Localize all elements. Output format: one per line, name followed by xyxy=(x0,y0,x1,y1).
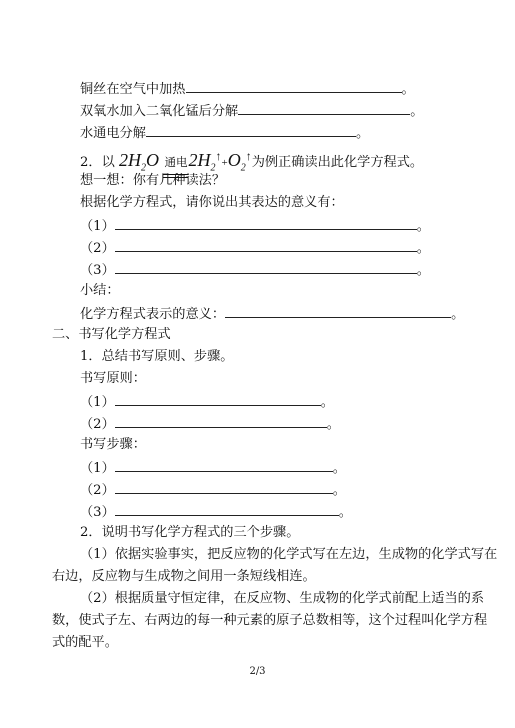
period: 。 xyxy=(332,483,346,498)
summary-label: 小结： xyxy=(80,283,120,298)
reaction-condition xyxy=(163,152,188,174)
period: 。 xyxy=(410,104,424,119)
answer-blank[interactable] xyxy=(186,79,402,93)
eq-subscript: 2 xyxy=(210,162,216,174)
period: 。 xyxy=(451,307,465,322)
answer-blank[interactable] xyxy=(238,101,410,115)
period: 。 xyxy=(401,82,415,97)
item-number: （1） xyxy=(80,219,115,234)
meaning-prompt: 根据化学方程式，请你说出其表达的意义有： xyxy=(80,195,344,210)
answer-blank[interactable] xyxy=(115,458,333,472)
condition-text: 通电 xyxy=(164,157,188,169)
summary-line xyxy=(80,304,464,324)
step-item-3 xyxy=(80,502,352,522)
item-number: （2） xyxy=(80,417,115,432)
answer-blank[interactable] xyxy=(115,238,417,252)
gas-arrow-icon: ↑ xyxy=(215,149,222,163)
eq-subscript: 2 xyxy=(240,162,246,174)
eq-plus: + xyxy=(221,157,228,169)
eq-subscript: 2 xyxy=(140,162,146,174)
period: 。 xyxy=(332,461,346,476)
paragraph-2-line-2: 数，使式子左、右两边的每一种元素的原子总数相等，这个过程叫化学方程 xyxy=(52,613,488,628)
step-item-1 xyxy=(80,458,346,478)
answer-blank[interactable] xyxy=(115,260,417,274)
chemical-equation xyxy=(118,149,252,174)
period: 。 xyxy=(416,219,430,234)
item-number: （3） xyxy=(80,263,115,278)
eq-coef: 2 xyxy=(188,150,198,170)
answer-blank[interactable] xyxy=(115,216,417,230)
eq-coef: 2 xyxy=(118,150,128,170)
meaning-item-2 xyxy=(80,238,430,258)
h2o2-line xyxy=(80,101,423,121)
cu-heat-line xyxy=(80,79,415,99)
item-number: （3） xyxy=(80,505,115,520)
eq-element: H xyxy=(127,150,141,170)
answer-blank[interactable] xyxy=(225,304,451,318)
water-elec-text: 水通电分解 xyxy=(80,126,146,141)
summary-text: 化学方程式表示的意义： xyxy=(80,307,226,322)
principle-item-1 xyxy=(80,392,334,412)
q2-prefix: 2．以 xyxy=(80,155,115,170)
item-number: （2） xyxy=(80,483,115,498)
paragraph-1-line-1: （1）依据实验事实，把反应物的化学式写在左边，生成物的化学式写在 xyxy=(80,547,498,562)
cu-heat-text: 铜丝在空气中加热 xyxy=(80,82,186,97)
paragraph-2-line-3: 式的配平。 xyxy=(52,635,118,650)
paragraph-1-line-2: 右边，反应物与生成物之间用一条短线相连。 xyxy=(52,569,316,584)
period: 。 xyxy=(416,241,430,256)
meaning-item-1 xyxy=(80,216,430,236)
s2-question-2: 2．说明书写化学方程式的三个步骤。 xyxy=(80,525,300,540)
period: 。 xyxy=(416,263,430,278)
steps-label: 书写步骤： xyxy=(80,437,146,452)
gas-arrow-icon: ↑ xyxy=(245,149,252,163)
eq-element: H xyxy=(197,150,211,170)
meaning-item-3 xyxy=(80,260,430,280)
period: 。 xyxy=(355,126,370,141)
item-number: （1） xyxy=(80,395,115,410)
answer-blank[interactable] xyxy=(146,123,356,137)
section-title: 二、书写化学方程式 xyxy=(52,327,171,342)
paragraph-2-line-1: （2）根据质量守恒定律，在反应物、生成物的化学式前配上适当的系 xyxy=(80,591,485,606)
eq-element: O xyxy=(145,150,159,170)
answer-blank[interactable] xyxy=(115,480,333,494)
period: 。 xyxy=(320,395,334,410)
h2o2-text: 双氧水加入二氧化锰后分解 xyxy=(80,104,239,119)
period: 。 xyxy=(326,417,340,432)
think-line: 想一想：你有几种读法？ xyxy=(80,173,226,188)
s2-question-1: 1．总结书写原则、步骤。 xyxy=(80,349,234,364)
period: 。 xyxy=(338,505,352,520)
item-number: （1） xyxy=(80,461,115,476)
answer-blank[interactable] xyxy=(115,392,321,406)
step-item-2 xyxy=(80,480,346,500)
principles-label: 书写原则： xyxy=(80,371,146,386)
q2-suffix: 为例正确读出此化学方程式。 xyxy=(251,155,424,170)
answer-blank[interactable] xyxy=(115,414,327,428)
water-elec-line xyxy=(80,123,369,143)
answer-blank[interactable] xyxy=(115,502,339,516)
principle-item-2 xyxy=(80,414,340,434)
page-number: 2/3 xyxy=(249,666,266,677)
item-number: （2） xyxy=(80,241,115,256)
eq-element: O xyxy=(227,150,241,170)
